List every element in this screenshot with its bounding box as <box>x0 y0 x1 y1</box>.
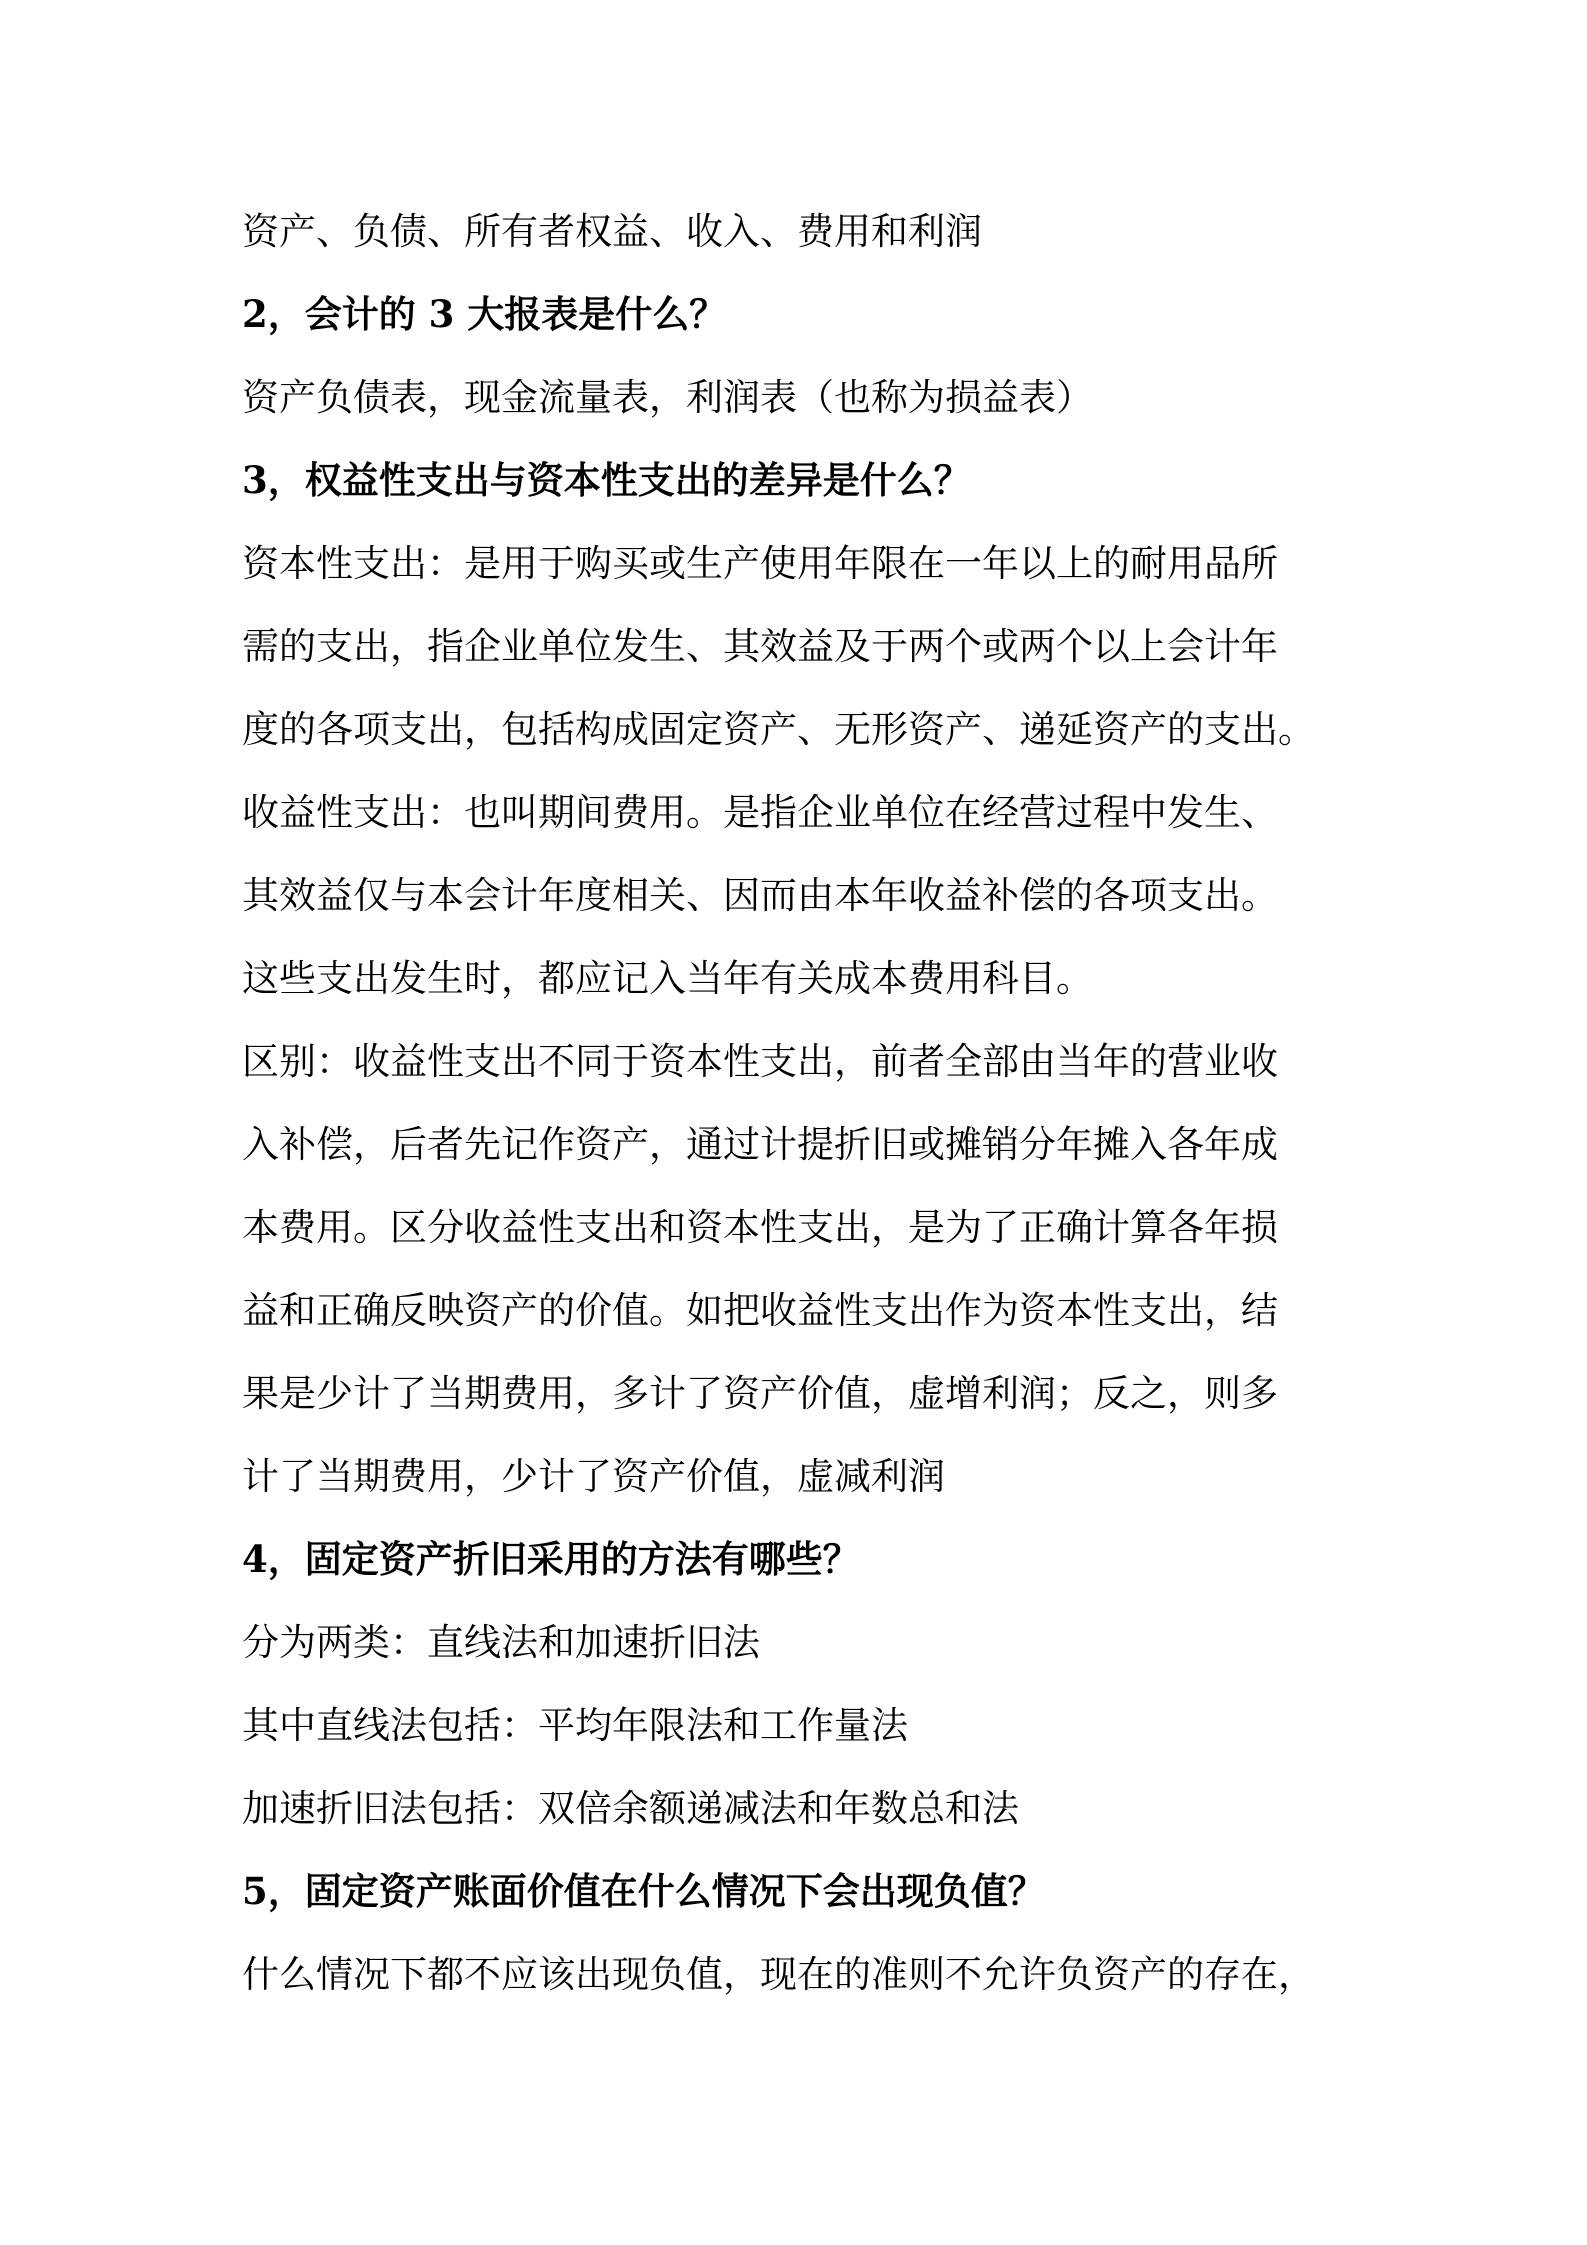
answer-1-line-1: 资产、负债、所有者权益、收入、费用和利润 <box>242 210 982 253</box>
straight-line-methods: 其中直线法包括：平均年限法和工作量法 <box>242 1704 908 1747</box>
depreciation-categories: 分为两类：直线法和加速折旧法 <box>242 1621 760 1664</box>
difference-line-4: 益和正确反映资产的价值。如把收益性支出作为资本性支出，结 <box>242 1289 1278 1332</box>
difference-line-2: 入补偿，后者先记作资产，通过计提折旧或摊销分年摊入各年成 <box>242 1123 1278 1166</box>
question-5: 5，固定资产账面价值在什么情况下会出现负值？ <box>242 1869 1045 1913</box>
capital-expenditure-line-3: 度的各项支出，包括构成固定资产、无形资产、递延资产的支出。 <box>242 708 1315 751</box>
revenue-expenditure-line-1: 收益性支出：也叫期间费用。是指企业单位在经营过程中发生、 <box>242 791 1278 834</box>
revenue-expenditure-line-2: 其效益仅与本会计年度相关、因而由本年收益补偿的各项支出。 <box>242 874 1278 917</box>
question-4: 4，固定资产折旧采用的方法有哪些？ <box>242 1537 860 1581</box>
question-2: 2，会计的 3 大报表是什么？ <box>242 292 727 336</box>
question-3: 3，权益性支出与资本性支出的差异是什么？ <box>242 458 971 502</box>
capital-expenditure-line-2: 需的支出，指企业单位发生、其效益及于两个或两个以上会计年 <box>242 625 1278 668</box>
difference-line-1: 区别：收益性支出不同于资本性支出，前者全部由当年的营业收 <box>242 1040 1278 1083</box>
accelerated-methods: 加速折旧法包括：双倍余额递减法和年数总和法 <box>242 1787 1019 1830</box>
document-page <box>242 190 1362 2016</box>
answer-2-line-1: 资产负债表，现金流量表，利润表（也称为损益表） <box>242 376 1093 419</box>
revenue-expenditure-line-3: 这些支出发生时，都应记入当年有关成本费用科目。 <box>242 957 1093 1000</box>
capital-expenditure-line-1: 资本性支出：是用于购买或生产使用年限在一年以上的耐用品所 <box>242 542 1278 585</box>
answer-5-line-1: 什么情况下都不应该出现负值，现在的准则不允许负资产的存在， <box>242 1953 1315 1996</box>
difference-line-5: 果是少计了当期费用，多计了资产价值，虚增利润；反之，则多 <box>242 1372 1278 1415</box>
difference-line-6: 计了当期费用，少计了资产价值，虚减利润 <box>242 1455 945 1498</box>
difference-line-3: 本费用。区分收益性支出和资本性支出，是为了正确计算各年损 <box>242 1206 1278 1249</box>
